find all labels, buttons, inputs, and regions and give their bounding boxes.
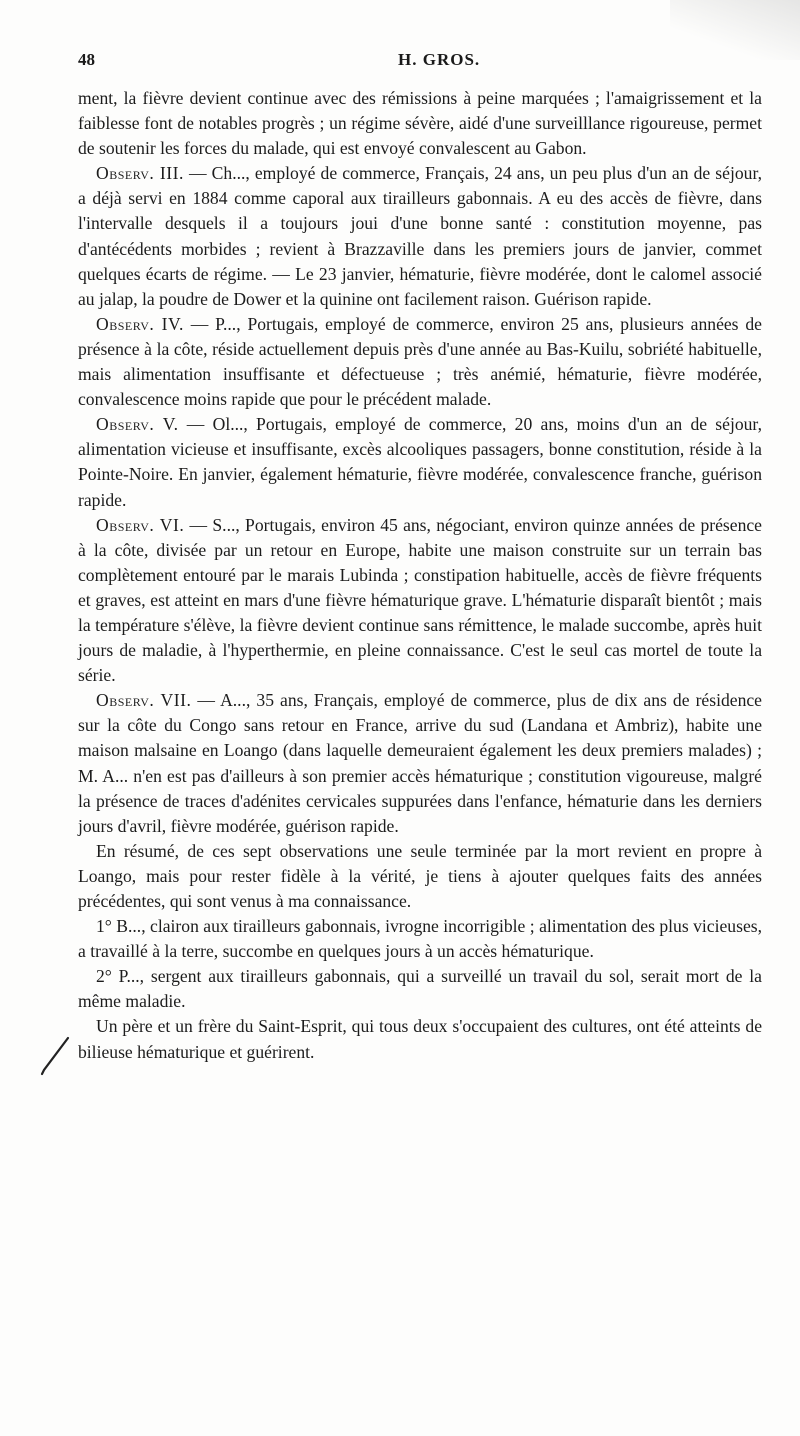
- case-1-paragraph: [78, 914, 762, 964]
- observation-6: [78, 513, 762, 689]
- paragraph-text: — A..., 35 ans, Français, employé de commerce, plus de dix ans de résidence sur la côte du Congo sans retour en France, arrive du sud (Landana et Ambriz), habite une maison malsaine en Loango (dans laquelle demeuraient également les deux premiers malades) ; M. A... n'en est pas d'ailleurs à son premier accès hématurique ; constitution vigoureuse, malgré la présence de traces d'adénites cervicales suppurées dans l'enfance, hématurie dans les derniers jours d'avril, fièvre modérée, guérison rapide.: [78, 690, 762, 836]
- page-header: [78, 50, 752, 74]
- paragraph-text: 1° B..., clairon aux tirailleurs gabonnais, ivrogne incorrigible ; alimentation des plus vicieuses, a travaillé à la terre, succombe en quelques jours à un accès hématurique.: [78, 916, 762, 962]
- paragraph-text: — Ol..., Portugais, employé de commerce, 20 ans, moins d'un an de séjour, alimentation vicieuse et insuffisante, excès alcooliques passagers, bonne constitution, réside à la Pointe-Noire. En janvier, également hématurie, fièvre modérée, convalescence franche, guérison rapide.: [78, 414, 762, 510]
- running-head: H. GROS.: [398, 50, 481, 69]
- paragraph-text: ment, la fièvre devient continue avec des rémissions à peine marquées ; l'amaigrissement et la faiblesse font de notables progrès ; un régime sévère, aidé d'une surveilllance rigoureuse, permet de soutenir les forces du malade, qui est envoyé convalescent au Gabon.: [78, 88, 762, 159]
- paragraph-text: En résumé, de ces sept observations une seule terminée par la mort revient en propre à Loango, mais pour rester fidèle à la vérité, je tiens à ajouter quelques faits des années précédentes, qui sont venus à ma connaissance.: [78, 840, 762, 911]
- paragraph-continuation: [78, 86, 762, 161]
- body-text: [78, 86, 762, 1065]
- closing-paragraph: [78, 1014, 762, 1064]
- observation-label: Observ. IV.: [96, 313, 184, 334]
- observation-label: Observ. VII.: [96, 690, 192, 711]
- paragraph-text: — S..., Portugais, environ 45 ans, négociant, environ quinze années de présence à la côte, divisée par un retour en Europe, habite une maison construite sur un terrain bas complètement entouré par le marais Lubinda ; constipation habituelle, accès de fièvre fréquents et graves, est atteint en mars d'une fièvre hématurique grave. L'hématurie disparaît bientôt ; mais la température s'élève, la fièvre devient continue sans rémittence, le malade succombe, après huit jours de maladie, à l'hyperthermie, en pleine connaissance. C'est le seul cas mortel de toute la série.: [78, 514, 762, 686]
- observation-label: Observ. III.: [96, 163, 184, 184]
- case-2-paragraph: [78, 964, 762, 1014]
- observation-3: [78, 161, 762, 312]
- observation-label: Observ. VI.: [96, 514, 185, 535]
- paragraph-text: 2° P..., sergent aux tirailleurs gabonnais, qui a surveillé un travail du sol, serait mort de la même maladie.: [78, 966, 762, 1012]
- observation-label: Observ. V.: [96, 414, 179, 435]
- observation-5: [78, 412, 762, 512]
- summary-paragraph: [78, 839, 762, 914]
- observation-7: [78, 688, 762, 839]
- paragraph-text: — P..., Portugais, employé de commerce, environ 25 ans, plusieurs années de présence à la côte, réside actuellement depuis près d'une année au Bas-Kuilu, sobriété habituelle, mais alimentation insuffisante et défectueuse ; très anémié, hématurie, fièvre modérée, convalescence moins rapide que pour le précédent malade.: [78, 313, 762, 410]
- observation-4: [78, 312, 762, 412]
- page-number: 48: [78, 50, 95, 69]
- paragraph-text: Un père et un frère du Saint-Esprit, qui tous deux s'occupaient des cultures, ont été atteints de bilieuse hématurique et guérirent.: [78, 1016, 762, 1062]
- pencil-slash-mark: [38, 1036, 72, 1076]
- paragraph-text: — Ch..., employé de commerce, Français, 24 ans, un peu plus d'un an de séjour, a déjà servi en 1884 comme caporal aux tirailleurs gabonnais. A eu des accès de fièvre, dans l'intervalle desquels il a toujours joui d'une bonne santé : constitution moyenne, pas d'antécédents morbides ; revient à Brazzaville dans les premiers jours de janvier, commet quelques écarts de régime. — Le 23 janvier, hématurie, fièvre modérée, dont le calomel associé au jalap, la poudre de Dower et la quinine ont facilement raison. Guérison rapide.: [78, 163, 762, 309]
